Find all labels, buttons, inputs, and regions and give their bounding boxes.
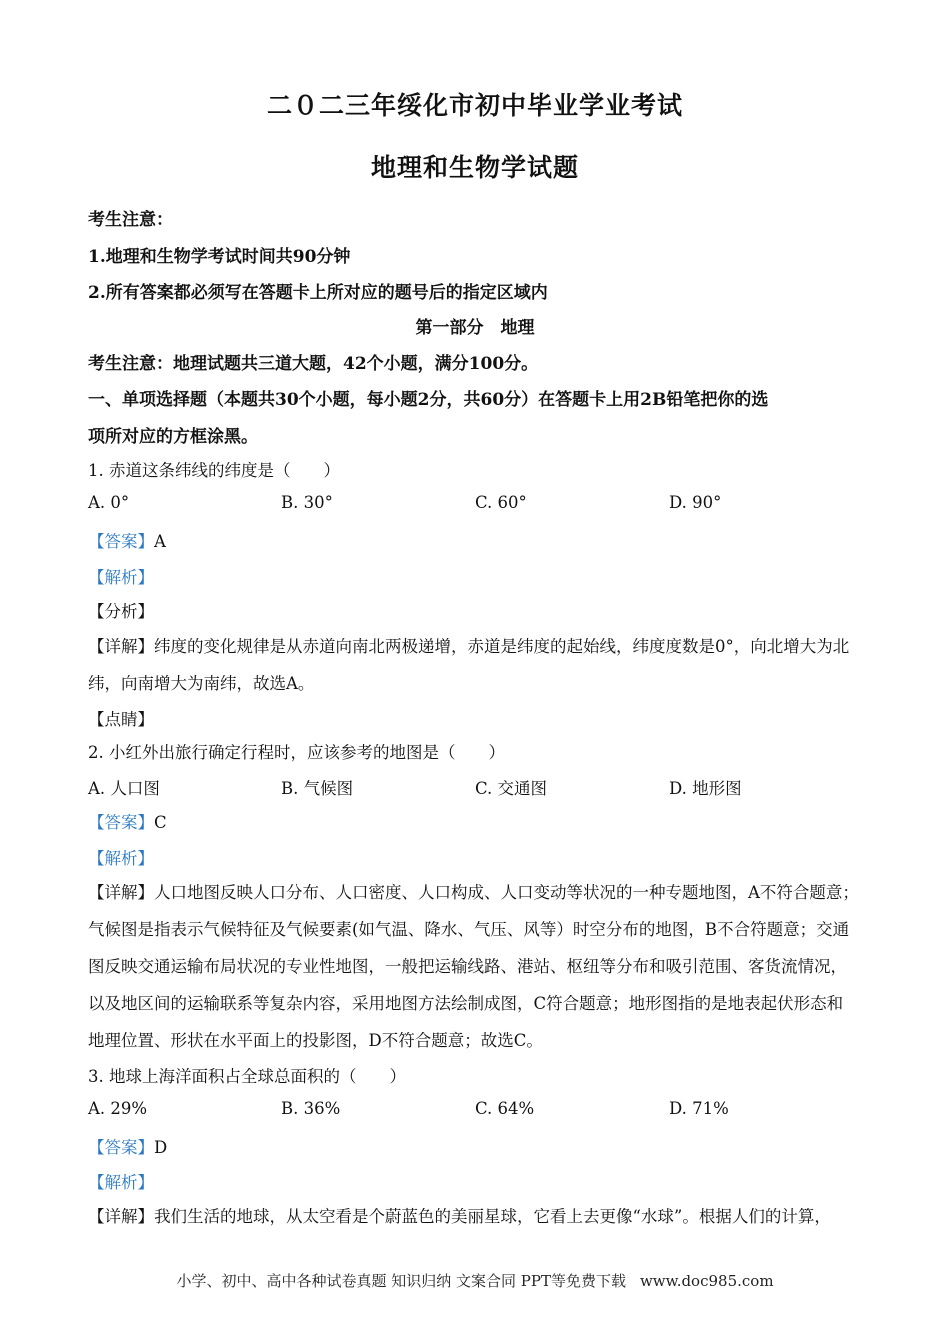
detail-tag: 【详解】	[88, 1207, 154, 1226]
section-title-cont: 项所对应的方框涂黑。	[88, 427, 258, 447]
detail-text: 气候图是指表示气候特征及气候要素(如气温、降水、气压、风等）时空分布的地图，B不合符题意；交通	[88, 920, 850, 939]
answer-tag: 【答案】	[88, 1138, 154, 1157]
exam-subtitle: 地理和生物学试题	[370, 153, 579, 182]
option-c: C. 交通图	[475, 779, 548, 798]
page-footer	[0, 1270, 950, 1291]
answer-line	[88, 1134, 863, 1158]
detail-tag: 【详解】	[88, 637, 154, 656]
answer-line	[88, 528, 863, 552]
detail-line	[88, 1203, 863, 1227]
detail-text: 纬，向南增大为南纬，故选A。	[88, 674, 315, 693]
question-stem: 3. 地球上海洋面积占全球总面积的（ ）	[88, 1067, 406, 1086]
footer-url[interactable]: www.doc985.com	[639, 1272, 774, 1290]
option-d: D. 90°	[669, 493, 722, 512]
part-notice: 考生注意：地理试题共三道大题，42个小题，满分100分。	[88, 354, 539, 374]
answer-line	[88, 809, 863, 833]
option-c: C. 60°	[475, 493, 527, 512]
exam-title: 二０二三年绥化市初中毕业学业考试	[266, 91, 683, 120]
detail-text: 地理位置、形状在水平面上的投影图，D不符合题意；故选C。	[88, 1031, 543, 1050]
notice-item: 1.地理和生物学考试时间共90分钟	[88, 247, 351, 267]
comment-tag: 【点睛】	[88, 710, 154, 729]
detail-line	[88, 633, 863, 657]
detail-line	[88, 879, 863, 903]
option-a: A. 29%	[88, 1099, 148, 1118]
answer-value: C	[154, 813, 167, 832]
question-stem: 2. 小红外出旅行确定行程时，应该参考的地图是（ ）	[88, 743, 505, 762]
analysis-tag: 【解析】	[88, 568, 154, 587]
answer-tag: 【答案】	[88, 532, 154, 551]
part-title: 第一部分 地理	[415, 318, 535, 338]
footer-text: 小学、初中、高中各种试卷真题 知识归纳 文案合同 PPT等免费下载	[176, 1272, 626, 1290]
option-a: A. 0°	[88, 493, 130, 512]
option-a: A. 人口图	[88, 779, 160, 798]
option-b: B. 36%	[281, 1099, 341, 1118]
answer-value: D	[154, 1138, 168, 1157]
option-b: B. 30°	[281, 493, 333, 512]
option-d: D. 地形图	[669, 779, 742, 798]
notice-item: 2.所有答案都必须写在答题卡上所对应的题号后的指定区域内	[88, 283, 548, 303]
option-d: D. 71%	[669, 1099, 729, 1118]
section-title: 一、单项选择题（本题共30个小题，每小题2分，共60分）在答题卡上用2B铅笔把你的选	[88, 390, 769, 410]
detail-tag: 【详解】	[88, 883, 154, 902]
detail-text: 以及地区间的运输联系等复杂内容，采用地图方法绘制成图，C符合题意；地形图指的是地表起伏形态和	[88, 994, 844, 1013]
notice-heading: 考生注意：	[88, 210, 173, 230]
detail-text: 图反映交通运输布局状况的专业性地图，一般把运输线路、港站、枢纽等分布和吸引范围、客货流情况，	[88, 957, 847, 976]
option-b: B. 气候图	[281, 779, 354, 798]
fenxi-tag: 【分析】	[88, 602, 154, 621]
answer-tag: 【答案】	[88, 813, 154, 832]
question-stem: 1. 赤道这条纬线的纬度是（ ）	[88, 461, 340, 480]
analysis-tag: 【解析】	[88, 1173, 154, 1192]
analysis-tag: 【解析】	[88, 849, 154, 868]
answer-value: A	[154, 532, 166, 551]
detail-text: 纬度的变化规律是从赤道向南北两极递增，赤道是纬度的起始线，纬度度数是0°，向北增大为北	[154, 637, 850, 656]
option-c: C. 64%	[475, 1099, 535, 1118]
detail-text: 我们生活的地球，从太空看是个蔚蓝色的美丽星球，它看上去更像“水球”。根据人们的计算，	[154, 1207, 831, 1226]
detail-text: 人口地图反映人口分布、人口密度、人口构成、人口变动等状况的一种专题地图，A不符合题意；	[154, 883, 859, 902]
